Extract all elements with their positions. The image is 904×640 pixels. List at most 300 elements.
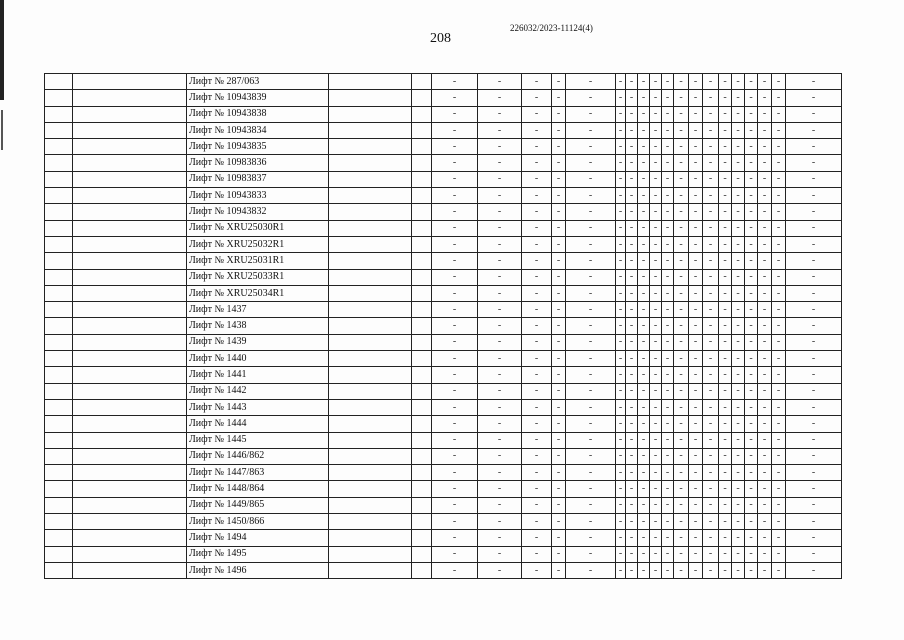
dash-cell: -	[772, 383, 786, 399]
dash-cell: -	[719, 416, 732, 432]
dash-cell: -	[674, 106, 689, 122]
empty-cell	[329, 530, 412, 546]
dash-cell: -	[626, 139, 638, 155]
table-row	[45, 448, 842, 464]
empty-cell	[45, 514, 73, 530]
dash-cell: -	[616, 351, 626, 367]
dash-cell: -	[626, 448, 638, 464]
dash-cell: -	[786, 432, 842, 448]
dash-cell: -	[552, 514, 566, 530]
dash-cell: -	[478, 334, 522, 350]
dash-cell: -	[432, 514, 478, 530]
elevator-name-cell: Лифт № 10943832	[187, 204, 329, 220]
empty-cell	[412, 236, 432, 252]
elevator-name-cell: Лифт № 1438	[187, 318, 329, 334]
dash-cell: -	[552, 171, 566, 187]
dash-cell: -	[786, 269, 842, 285]
dash-cell: -	[432, 432, 478, 448]
dash-cell: -	[719, 530, 732, 546]
dash-cell: -	[650, 236, 662, 252]
dash-cell: -	[626, 546, 638, 562]
dash-cell: -	[689, 302, 703, 318]
dash-cell: -	[616, 334, 626, 350]
dash-cell: -	[674, 514, 689, 530]
dash-cell: -	[638, 253, 650, 269]
dash-cell: -	[732, 448, 745, 464]
dash-cell: -	[732, 269, 745, 285]
empty-cell	[329, 367, 412, 383]
dash-cell: -	[566, 546, 616, 562]
dash-cell: -	[432, 236, 478, 252]
dash-cell: -	[522, 562, 552, 578]
dash-cell: -	[566, 253, 616, 269]
dash-cell: -	[552, 481, 566, 497]
dash-cell: -	[703, 155, 719, 171]
elevator-name-cell: Лифт № 287/063	[187, 74, 329, 90]
empty-cell	[45, 497, 73, 513]
dash-cell: -	[432, 416, 478, 432]
table-row	[45, 269, 842, 285]
dash-cell: -	[772, 302, 786, 318]
dash-cell: -	[745, 530, 758, 546]
dash-cell: -	[566, 448, 616, 464]
dash-cell: -	[758, 122, 772, 138]
dash-cell: -	[745, 399, 758, 415]
dash-cell: -	[432, 367, 478, 383]
dash-cell: -	[650, 285, 662, 301]
dash-cell: -	[638, 351, 650, 367]
table-row	[45, 171, 842, 187]
dash-cell: -	[772, 139, 786, 155]
dash-cell: -	[650, 269, 662, 285]
dash-cell: -	[689, 367, 703, 383]
dash-cell: -	[552, 448, 566, 464]
dash-cell: -	[745, 204, 758, 220]
dash-cell: -	[745, 448, 758, 464]
dash-cell: -	[732, 383, 745, 399]
dash-cell: -	[732, 155, 745, 171]
dash-cell: -	[626, 334, 638, 350]
dash-cell: -	[626, 351, 638, 367]
empty-cell	[329, 334, 412, 350]
dash-cell: -	[786, 351, 842, 367]
dash-cell: -	[522, 465, 552, 481]
elevator-name-cell: Лифт № 1439	[187, 334, 329, 350]
empty-cell	[45, 367, 73, 383]
dash-cell: -	[638, 285, 650, 301]
dash-cell: -	[674, 188, 689, 204]
dash-cell: -	[432, 546, 478, 562]
empty-cell	[45, 318, 73, 334]
dash-cell: -	[566, 432, 616, 448]
dash-cell: -	[478, 465, 522, 481]
empty-cell	[45, 90, 73, 106]
empty-cell	[412, 383, 432, 399]
dash-cell: -	[650, 155, 662, 171]
dash-cell: -	[703, 399, 719, 415]
dash-cell: -	[566, 399, 616, 415]
dash-cell: -	[662, 139, 674, 155]
dash-cell: -	[719, 155, 732, 171]
dash-cell: -	[552, 416, 566, 432]
empty-cell	[73, 204, 187, 220]
dash-cell: -	[566, 481, 616, 497]
dash-cell: -	[719, 302, 732, 318]
dash-cell: -	[732, 399, 745, 415]
dash-cell: -	[662, 302, 674, 318]
dash-cell: -	[616, 562, 626, 578]
empty-cell	[45, 399, 73, 415]
table-row	[45, 416, 842, 432]
dash-cell: -	[786, 106, 842, 122]
dash-cell: -	[522, 399, 552, 415]
dash-cell: -	[732, 530, 745, 546]
dash-cell: -	[745, 188, 758, 204]
dash-cell: -	[758, 318, 772, 334]
dash-cell: -	[432, 530, 478, 546]
empty-cell	[45, 122, 73, 138]
dash-cell: -	[732, 236, 745, 252]
dash-cell: -	[650, 546, 662, 562]
dash-cell: -	[719, 399, 732, 415]
dash-cell: -	[650, 74, 662, 90]
empty-cell	[45, 351, 73, 367]
dash-cell: -	[566, 106, 616, 122]
empty-cell	[329, 302, 412, 318]
dash-cell: -	[478, 139, 522, 155]
empty-cell	[45, 432, 73, 448]
dash-cell: -	[522, 351, 552, 367]
dash-cell: -	[626, 514, 638, 530]
table-row	[45, 318, 842, 334]
dash-cell: -	[719, 481, 732, 497]
elevator-name-cell: Лифт № 1441	[187, 367, 329, 383]
dash-cell: -	[616, 318, 626, 334]
elevator-name-cell: Лифт № 1448/864	[187, 481, 329, 497]
empty-cell	[412, 432, 432, 448]
dash-cell: -	[638, 90, 650, 106]
dash-cell: -	[566, 236, 616, 252]
dash-cell: -	[566, 530, 616, 546]
empty-cell	[73, 481, 187, 497]
dash-cell: -	[626, 285, 638, 301]
dash-cell: -	[758, 432, 772, 448]
dash-cell: -	[552, 351, 566, 367]
empty-cell	[329, 562, 412, 578]
dash-cell: -	[703, 269, 719, 285]
dash-cell: -	[432, 171, 478, 187]
dash-cell: -	[638, 514, 650, 530]
dash-cell: -	[772, 514, 786, 530]
dash-cell: -	[689, 546, 703, 562]
dash-cell: -	[732, 416, 745, 432]
dash-cell: -	[674, 497, 689, 513]
dash-cell: -	[689, 530, 703, 546]
empty-cell	[45, 269, 73, 285]
dash-cell: -	[626, 432, 638, 448]
dash-cell: -	[432, 155, 478, 171]
dash-cell: -	[689, 74, 703, 90]
dash-cell: -	[626, 465, 638, 481]
empty-cell	[329, 481, 412, 497]
empty-cell	[45, 204, 73, 220]
elevator-name-cell: Лифт № 1495	[187, 546, 329, 562]
dash-cell: -	[719, 220, 732, 236]
dash-cell: -	[745, 383, 758, 399]
dash-cell: -	[703, 74, 719, 90]
dash-cell: -	[719, 351, 732, 367]
dash-cell: -	[689, 497, 703, 513]
table-row	[45, 497, 842, 513]
dash-cell: -	[552, 530, 566, 546]
elevator-name-cell: Лифт № 1445	[187, 432, 329, 448]
elevator-name-cell: Лифт № 1447/863	[187, 465, 329, 481]
dash-cell: -	[478, 90, 522, 106]
empty-cell	[412, 562, 432, 578]
dash-cell: -	[662, 74, 674, 90]
empty-cell	[73, 106, 187, 122]
dash-cell: -	[689, 106, 703, 122]
empty-cell	[45, 171, 73, 187]
empty-cell	[329, 432, 412, 448]
dash-cell: -	[689, 188, 703, 204]
dash-cell: -	[478, 432, 522, 448]
empty-cell	[412, 204, 432, 220]
empty-cell	[73, 367, 187, 383]
dash-cell: -	[626, 416, 638, 432]
empty-cell	[45, 188, 73, 204]
dash-cell: -	[650, 351, 662, 367]
elevator-name-cell: Лифт № 1494	[187, 530, 329, 546]
dash-cell: -	[772, 432, 786, 448]
dash-cell: -	[772, 318, 786, 334]
dash-cell: -	[674, 448, 689, 464]
dash-cell: -	[638, 530, 650, 546]
dash-cell: -	[650, 416, 662, 432]
dash-cell: -	[745, 302, 758, 318]
dash-cell: -	[626, 90, 638, 106]
dash-cell: -	[745, 334, 758, 350]
empty-cell	[412, 220, 432, 236]
dash-cell: -	[732, 351, 745, 367]
dash-cell: -	[432, 74, 478, 90]
dash-cell: -	[674, 236, 689, 252]
dash-cell: -	[616, 383, 626, 399]
dash-cell: -	[703, 465, 719, 481]
empty-cell	[412, 399, 432, 415]
dash-cell: -	[552, 497, 566, 513]
dash-cell: -	[522, 106, 552, 122]
empty-cell	[412, 269, 432, 285]
dash-cell: -	[552, 302, 566, 318]
empty-cell	[329, 90, 412, 106]
empty-cell	[329, 514, 412, 530]
dash-cell: -	[772, 253, 786, 269]
dash-cell: -	[674, 74, 689, 90]
empty-cell	[73, 90, 187, 106]
empty-cell	[45, 416, 73, 432]
dash-cell: -	[616, 269, 626, 285]
dash-cell: -	[566, 220, 616, 236]
dash-cell: -	[650, 139, 662, 155]
dash-cell: -	[638, 416, 650, 432]
dash-cell: -	[638, 481, 650, 497]
dash-cell: -	[689, 90, 703, 106]
dash-cell: -	[626, 171, 638, 187]
dash-cell: -	[689, 204, 703, 220]
dash-cell: -	[522, 171, 552, 187]
dash-cell: -	[616, 514, 626, 530]
dash-cell: -	[626, 562, 638, 578]
empty-cell	[45, 448, 73, 464]
dash-cell: -	[786, 253, 842, 269]
dash-cell: -	[522, 204, 552, 220]
dash-cell: -	[703, 236, 719, 252]
dash-cell: -	[772, 220, 786, 236]
empty-cell	[329, 399, 412, 415]
dash-cell: -	[552, 432, 566, 448]
dash-cell: -	[638, 497, 650, 513]
empty-cell	[329, 220, 412, 236]
dash-cell: -	[650, 514, 662, 530]
elevator-name-cell: Лифт № XRU25034R1	[187, 285, 329, 301]
dash-cell: -	[552, 334, 566, 350]
empty-cell	[45, 530, 73, 546]
table-row	[45, 253, 842, 269]
dash-cell: -	[772, 106, 786, 122]
dash-cell: -	[772, 367, 786, 383]
dash-cell: -	[650, 562, 662, 578]
dash-cell: -	[638, 562, 650, 578]
dash-cell: -	[626, 220, 638, 236]
empty-cell	[412, 465, 432, 481]
dash-cell: -	[432, 253, 478, 269]
empty-cell	[45, 155, 73, 171]
empty-cell	[73, 514, 187, 530]
dash-cell: -	[719, 188, 732, 204]
empty-cell	[329, 253, 412, 269]
dash-cell: -	[522, 236, 552, 252]
dash-cell: -	[732, 318, 745, 334]
dash-cell: -	[732, 367, 745, 383]
dash-cell: -	[626, 481, 638, 497]
dash-cell: -	[552, 546, 566, 562]
empty-cell	[329, 448, 412, 464]
empty-cell	[45, 139, 73, 155]
dash-cell: -	[662, 367, 674, 383]
table-row	[45, 432, 842, 448]
dash-cell: -	[650, 318, 662, 334]
dash-cell: -	[703, 481, 719, 497]
dash-cell: -	[719, 90, 732, 106]
dash-cell: -	[566, 188, 616, 204]
dash-cell: -	[674, 90, 689, 106]
empty-cell	[45, 285, 73, 301]
dash-cell: -	[689, 253, 703, 269]
dash-cell: -	[626, 530, 638, 546]
dash-cell: -	[566, 562, 616, 578]
dash-cell: -	[689, 562, 703, 578]
dash-cell: -	[662, 318, 674, 334]
dash-cell: -	[662, 204, 674, 220]
dash-cell: -	[719, 236, 732, 252]
dash-cell: -	[650, 481, 662, 497]
dash-cell: -	[758, 367, 772, 383]
dash-cell: -	[566, 269, 616, 285]
empty-cell	[73, 416, 187, 432]
dash-cell: -	[745, 546, 758, 562]
dash-cell: -	[786, 465, 842, 481]
empty-cell	[45, 562, 73, 578]
dash-cell: -	[566, 367, 616, 383]
empty-cell	[73, 122, 187, 138]
dash-cell: -	[662, 416, 674, 432]
dash-cell: -	[689, 351, 703, 367]
dash-cell: -	[772, 204, 786, 220]
elevator-table	[44, 73, 842, 579]
dash-cell: -	[566, 351, 616, 367]
dash-cell: -	[745, 318, 758, 334]
dash-cell: -	[522, 481, 552, 497]
dash-cell: -	[662, 432, 674, 448]
dash-cell: -	[616, 399, 626, 415]
dash-cell: -	[758, 90, 772, 106]
dash-cell: -	[650, 383, 662, 399]
dash-cell: -	[432, 204, 478, 220]
dash-cell: -	[478, 514, 522, 530]
elevator-name-cell: Лифт № 10983837	[187, 171, 329, 187]
dash-cell: -	[616, 204, 626, 220]
dash-cell: -	[478, 204, 522, 220]
dash-cell: -	[478, 546, 522, 562]
dash-cell: -	[745, 139, 758, 155]
dash-cell: -	[552, 562, 566, 578]
elevator-name-cell: Лифт № 1440	[187, 351, 329, 367]
dash-cell: -	[689, 155, 703, 171]
dash-cell: -	[566, 139, 616, 155]
empty-cell	[73, 399, 187, 415]
dash-cell: -	[616, 530, 626, 546]
dash-cell: -	[786, 188, 842, 204]
table-row	[45, 383, 842, 399]
table-row	[45, 220, 842, 236]
dash-cell: -	[552, 318, 566, 334]
empty-cell	[329, 285, 412, 301]
dash-cell: -	[772, 269, 786, 285]
dash-cell: -	[745, 416, 758, 432]
dash-cell: -	[732, 90, 745, 106]
table-row	[45, 481, 842, 497]
dash-cell: -	[758, 106, 772, 122]
dash-cell: -	[758, 514, 772, 530]
dash-cell: -	[478, 530, 522, 546]
dash-cell: -	[786, 139, 842, 155]
dash-cell: -	[616, 497, 626, 513]
dash-cell: -	[478, 155, 522, 171]
dash-cell: -	[638, 204, 650, 220]
dash-cell: -	[638, 465, 650, 481]
dash-cell: -	[566, 155, 616, 171]
dash-cell: -	[626, 383, 638, 399]
empty-cell	[45, 302, 73, 318]
dash-cell: -	[703, 546, 719, 562]
dash-cell: -	[626, 318, 638, 334]
elevator-name-cell: Лифт № XRU25033R1	[187, 269, 329, 285]
dash-cell: -	[719, 204, 732, 220]
dash-cell: -	[745, 106, 758, 122]
dash-cell: -	[703, 530, 719, 546]
dash-cell: -	[650, 90, 662, 106]
